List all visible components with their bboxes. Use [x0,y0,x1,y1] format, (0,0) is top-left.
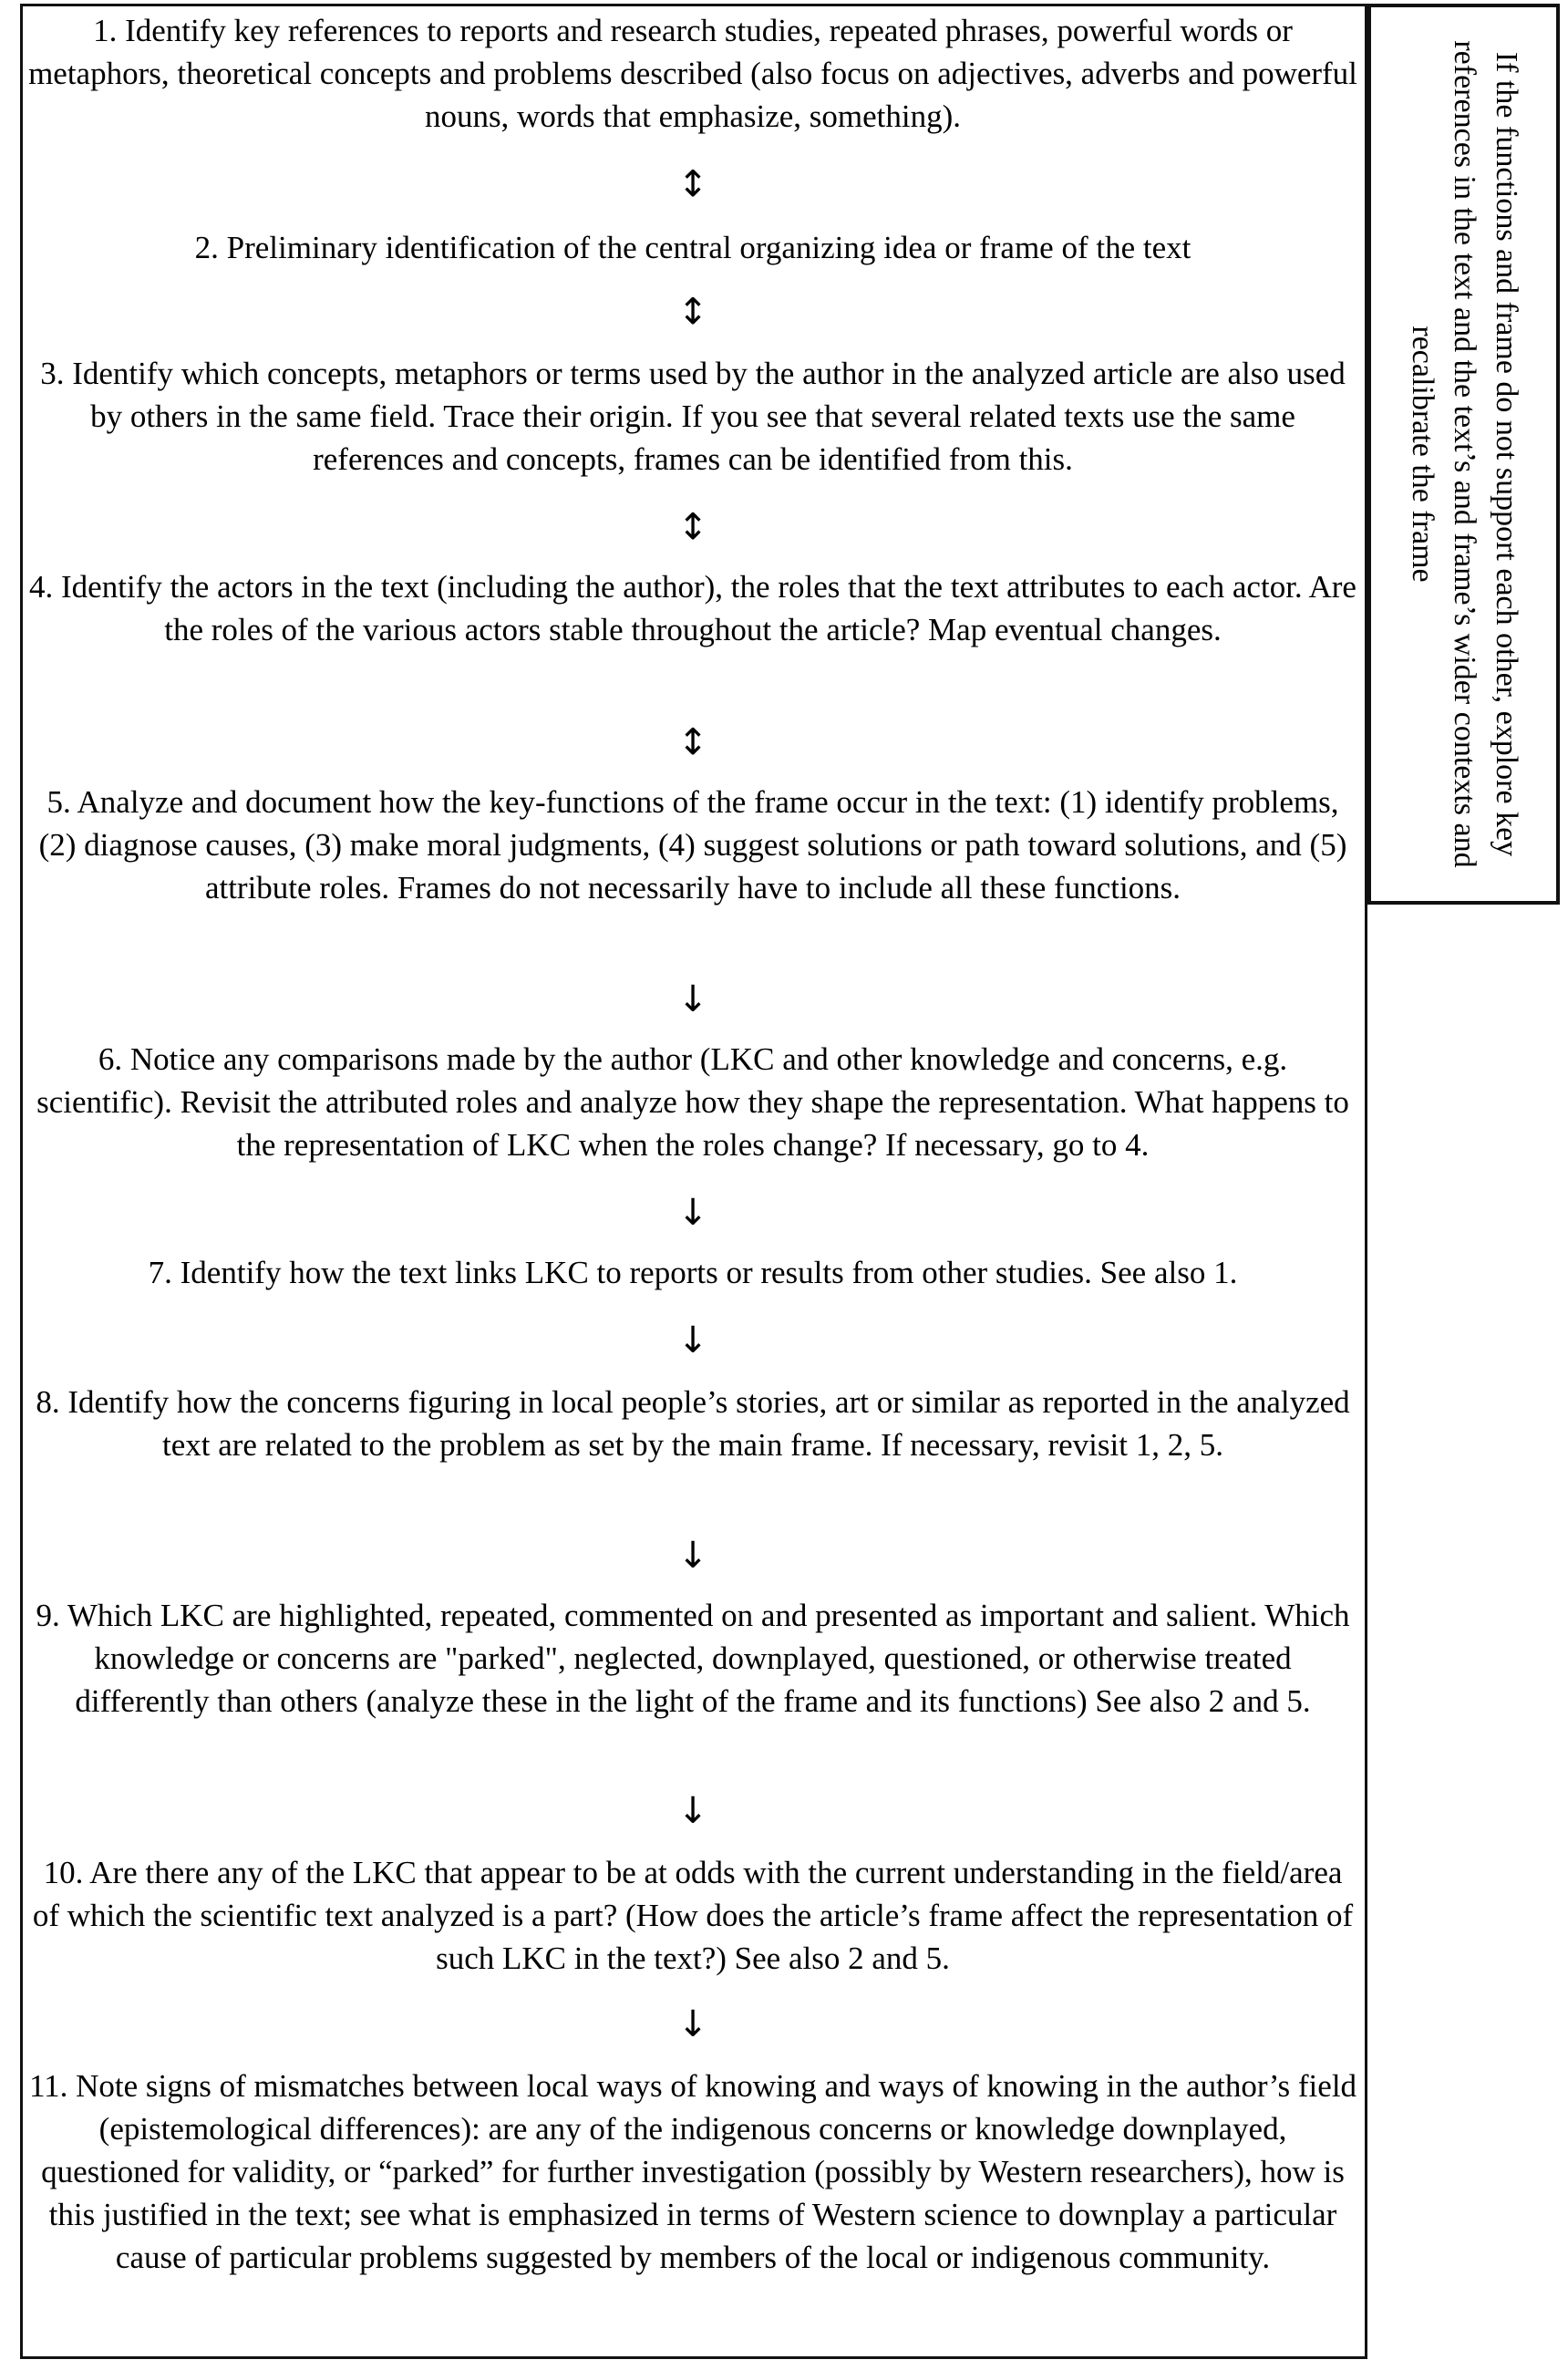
recalibration-note: If the functions and frame do not support each other, explore key references in the text and the text’s and frame’s wider contexts and recalibrate the frame [1405,40,1523,868]
bidirectional-arrow-icon: ↕ [677,291,708,333]
step-4: 4. Identify the actors in the text (including the author), the roles that the text attributes to each actor. Are the roles of the various actors stable throughout the article? Map eventual changes. [29,569,1357,647]
step-9: 9. Which LKC are highlighted, repeated, commented on and presented as important and salient. Which knowledge or concerns are "parked", neglected, downplayed, questioned, or otherwise treated differently than others (analyze these in the light of the frame and its functions) See also 2 and 5. [36,1598,1350,1719]
bidirectional-arrow-icon: ↕ [677,163,708,205]
step-1: 1. Identify key references to reports and research studies, repeated phrases, powerful words or metaphors, theoretical concepts and problems described (also focus on adjectives, adverbs and powerful nouns, words that emphasize, something). [28,13,1357,134]
bidirectional-arrow-icon: ↕ [677,506,708,548]
step-2: 2. Preliminary identification of the central organizing idea or frame of the text [194,230,1191,265]
step-8: 8. Identify how the concerns figuring in local people’s stories, art or similar as reported in the analyzed text are related to the problem as set by the main frame. If necessary, revisit 1, 2, 5. [36,1384,1350,1463]
down-arrow-icon: ↓ [677,1790,708,1832]
down-arrow-icon: ↓ [677,1320,708,1361]
step-10: 10. Are there any of the LKC that appear to be at odds with the current understanding in the field/area of which the scientific text analyzed is a part? (How does the article’s frame affect the representation of such LKC in the text?) See also 2 and 5. [32,1855,1354,1976]
step-3: 3. Identify which concepts, metaphors or terms used by the author in the analyzed article are also used by others in the same field. Trace their origin. If you see that several related texts use the same references and concepts, frames can be identified from this. [40,356,1346,477]
step-6: 6. Notice any comparisons made by the author (LKC and other knowledge and concerns, e.g. scientific). Revisit the attributed roles and analyze how they shape the representation. What happens to the representation of LKC when the roles change? If necessary, go to 4. [36,1041,1349,1163]
step-7: 7. Identify how the text links LKC to reports or results from other studies. See also 1. [148,1255,1238,1290]
recalibration-note-box [1367,4,1560,905]
down-arrow-icon: ↓ [677,978,708,1020]
down-arrow-icon: ↓ [677,1535,708,1577]
down-arrow-icon: ↓ [677,2003,708,2045]
step-11: 11. Note signs of mismatches between local ways of knowing and ways of knowing in the author’s field (epistemological differences): are any of the indigenous concerns or knowledge downplayed, questioned for validity, or “parked” for further investigation (possibly by Western researchers), how is this justified in the text; see what is emphasized in terms of Western science to downplay a particular cause of particular problems suggested by members of the local or indigenous community. [28,2068,1357,2275]
down-arrow-icon: ↓ [677,1192,708,1234]
bidirectional-arrow-icon: ↕ [677,721,708,763]
step-5: 5. Analyze and document how the key-functions of the frame occur in the text: (1) identify problems, (2) diagnose causes, (3) make moral judgments, (4) suggest solutions or path toward solutions, and (5) attribute roles. Frames do not necessarily have to include all these functions. [38,784,1347,906]
